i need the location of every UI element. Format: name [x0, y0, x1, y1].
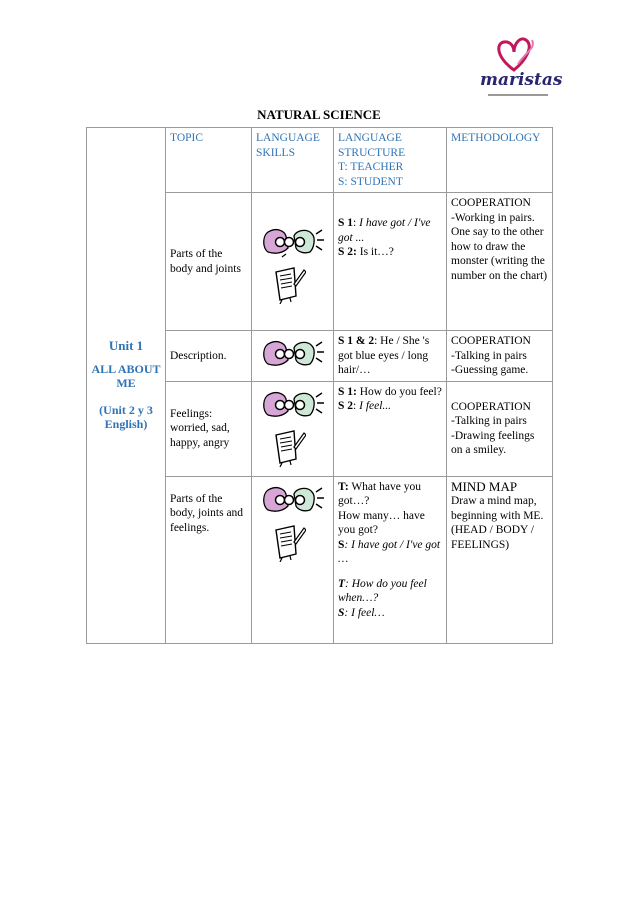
- writing-paper-icon: [272, 429, 306, 467]
- header-structure-teacher: T: TEACHER: [338, 161, 404, 173]
- structure-cell: [334, 193, 447, 331]
- talking-heads-icon: [260, 338, 326, 370]
- logo-tagline: [488, 94, 548, 96]
- topic-cell: [166, 476, 252, 643]
- header-structure-student: S: STUDENT: [338, 175, 403, 188]
- maristas-logo: [474, 34, 563, 106]
- method-text: -Guessing game.: [451, 364, 529, 376]
- topic-cell: Parts of the body and joints: [166, 193, 252, 331]
- logo-wordmark: maristas: [480, 70, 563, 90]
- structure-cell: [334, 476, 447, 643]
- method-title: COOPERATION: [451, 197, 531, 209]
- header-methodology: METHODOLOGY: [447, 128, 553, 193]
- talking-heads-icon: [260, 226, 326, 258]
- skills-cell: [252, 476, 334, 643]
- methodology-cell: [447, 381, 553, 476]
- unit-cell: [87, 128, 166, 644]
- writing-paper-icon: [272, 266, 306, 304]
- methodology-cell: [447, 331, 553, 382]
- header-skills: LANGUAGE SKILLS: [252, 128, 334, 193]
- lesson-table: [86, 127, 553, 644]
- method-text: -Working in pairs. One say to the other how to draw the monster (writing the number on the chart): [451, 211, 548, 282]
- structure-line: T: What have you got…?: [338, 480, 421, 507]
- skills-cell: [252, 331, 334, 382]
- structure-line: S 1: I have got / I've got ...: [338, 217, 431, 244]
- topic-cell: Description.: [166, 331, 252, 382]
- method-title: MIND MAP: [451, 478, 518, 494]
- method-title: COOPERATION: [451, 335, 531, 347]
- header-structure: [334, 128, 447, 193]
- methodology-cell: [447, 193, 553, 331]
- structure-line: S: I feel…: [338, 606, 385, 619]
- page-title: NATURAL SCIENCE: [257, 107, 381, 122]
- topic-cell: Feelings: worried, sad, happy, angry: [166, 381, 252, 476]
- header-topic: TOPIC: [166, 128, 252, 193]
- method-text: -Talking in pairs: [451, 349, 527, 362]
- structure-line: S: I have got / I've got …: [338, 538, 441, 565]
- structure-line: How many… have you got?: [338, 509, 425, 536]
- skills-cell: [252, 193, 334, 331]
- structure-line: S 2: I feel...: [338, 400, 392, 412]
- header-structure-title: LANGUAGE STRUCTURE: [338, 132, 406, 159]
- structure-line: S 2: Is it…?: [338, 246, 394, 258]
- unit-title: ALL ABOUT ME: [91, 361, 161, 390]
- structure-cell: [334, 381, 447, 476]
- method-title: COOPERATION: [451, 400, 531, 413]
- structure-cell: S 1 & 2: He / She 's got blue eyes / long hair/…: [334, 331, 447, 382]
- structure-line: S 1: How do you feel?: [338, 385, 442, 398]
- method-text: -Talking in pairs: [451, 415, 527, 427]
- topic-text: Parts of the body, joints and feelings.: [170, 492, 244, 534]
- methodology-cell: [447, 476, 553, 643]
- method-text: Draw a mind map, beginning with ME. (HEAD / BODY / FEELINGS): [451, 495, 544, 551]
- talking-heads-icon: [260, 389, 326, 421]
- unit-note: (Unit 2 y 3 English): [99, 402, 153, 431]
- unit-number: Unit 1: [108, 338, 144, 353]
- skills-cell: [252, 381, 334, 476]
- talking-heads-icon: [260, 484, 326, 516]
- table-header-row: [87, 128, 553, 193]
- method-text: -Drawing feelings on a smiley.: [451, 429, 535, 456]
- writing-paper-icon: [272, 524, 306, 562]
- structure-line: T: How do you feel when…?: [338, 577, 427, 604]
- heart-logo-icon: [474, 34, 560, 74]
